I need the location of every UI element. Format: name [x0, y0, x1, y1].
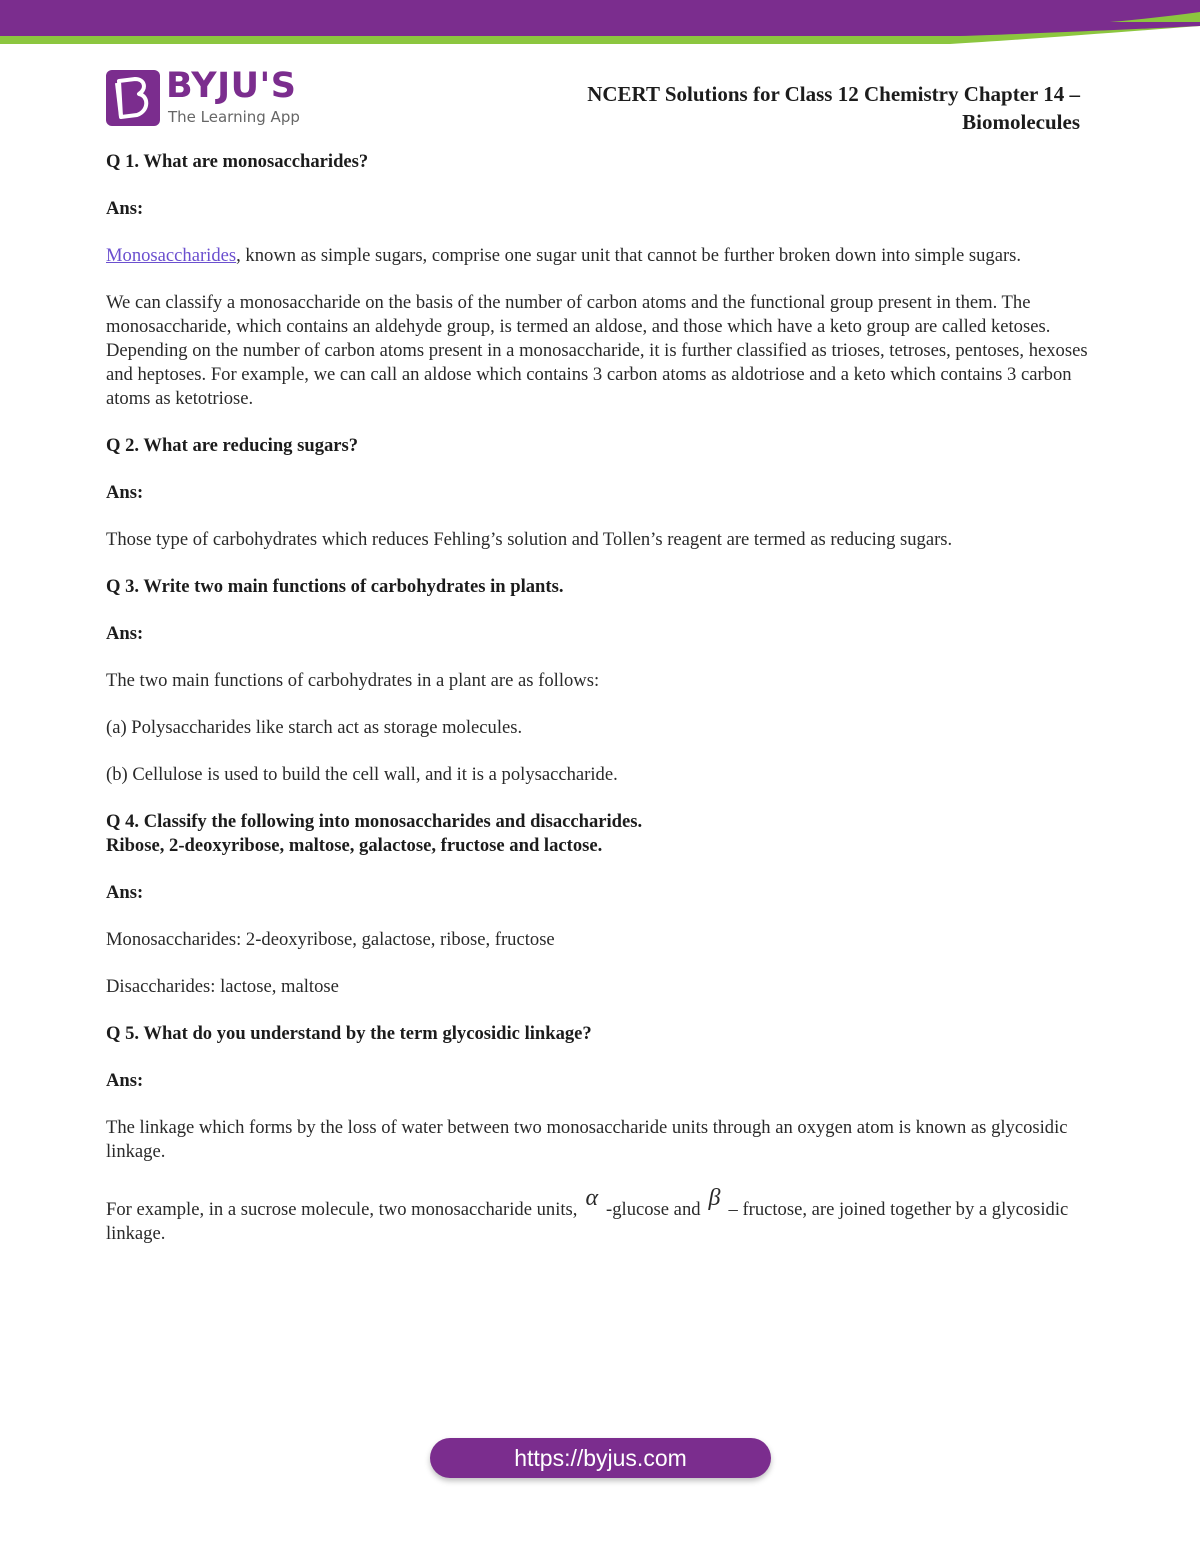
monosaccharides-link[interactable]: Monosaccharides — [106, 245, 237, 266]
question-4 — [106, 810, 1088, 858]
question-5: Q 5. What do you understand by the term glycosidic linkage? — [106, 1023, 592, 1044]
footer-website-button[interactable] — [430, 1438, 771, 1478]
answer-label-1: Ans: — [106, 198, 144, 219]
question-2: Q 2. What are reducing sugars? — [106, 435, 359, 456]
question-1: Q 1. What are monosaccharides? — [106, 151, 369, 172]
answer-3-item-a: (a) Polysaccharides like starch act as storage molecules. — [106, 717, 523, 738]
answer-4-disaccharides: Disaccharides: lactose, maltose — [106, 976, 339, 997]
question-3: Q 3. Write two main functions of carbohydrates in plants. — [106, 576, 564, 597]
answer-5-text-part-1: For example, in a sucrose molecule, two monosaccharide units, — [106, 1199, 578, 1220]
brand-name: BYJU'S — [166, 66, 297, 106]
document-title — [460, 80, 1080, 136]
answer-label-5: Ans: — [106, 1070, 144, 1091]
answer-5-paragraph-2 — [106, 1185, 1088, 1246]
document-title-line-2: Biomolecules — [962, 110, 1080, 134]
document-body — [106, 150, 1088, 1269]
footer-url: https://byjus.com — [514, 1444, 687, 1471]
question-4-line-1: Q 4. Classify the following into monosaccharides and disaccharides. — [106, 811, 643, 832]
answer-5-paragraph-1: The linkage which forms by the loss of water between two monosaccharide units through an oxygen atom is known as glycosidic linkage. — [106, 1117, 1068, 1162]
answer-5-text-part-2: -glucose and — [606, 1199, 701, 1220]
byjus-logo[interactable] — [106, 66, 316, 130]
answer-2-paragraph-1: Those type of carbohydrates which reduces Fehling’s solution and Tollen’s reagent are termed as reducing sugars. — [106, 529, 953, 550]
answer-1-paragraph-1 — [106, 244, 1088, 268]
answer-5-text-part-3: – fructose, are joined together by a glycosidic linkage. — [106, 1199, 1069, 1244]
answer-3-paragraph-1: The two main functions of carbohydrates in a plant are as follows: — [106, 670, 600, 691]
answer-1-paragraph-1-text: , known as simple sugars, comprise one sugar unit that cannot be further broken down into simple sugars. — [236, 245, 1022, 266]
question-4-line-2: Ribose, 2-deoxyribose, maltose, galactose, fructose and lactose. — [106, 835, 603, 856]
answer-1-paragraph-2: We can classify a monosaccharide on the basis of the number of carbon atoms and the functional group present in them. The monosaccharide, which contains an aldehyde group, is termed an aldose, and those which have a keto group are called ketoses. Depending on the number of carbon atoms present in a monosaccharide, it is further classified as trioses, tetroses, pentoses, hexoses and heptoses. For example, we can call an aldose which contains 3 carbon atoms as aldotriose and a keto which contains 3 carbon atoms as ketotriose. — [106, 292, 1088, 409]
byjus-b-logo-icon — [106, 70, 160, 126]
answer-4-monosaccharides: Monosaccharides: 2-deoxyribose, galactose, ribose, fructose — [106, 929, 555, 950]
answer-3-item-b: (b) Cellulose is used to build the cell wall, and it is a polysaccharide. — [106, 764, 618, 785]
answer-label-4: Ans: — [106, 882, 144, 903]
document-title-line-1: NCERT Solutions for Class 12 Chemistry Chapter 14 – — [587, 82, 1080, 106]
brand-tagline: The Learning App — [168, 108, 300, 126]
alpha-symbol: α — [585, 1185, 599, 1211]
answer-label-3: Ans: — [106, 623, 144, 644]
page-header — [0, 0, 1200, 150]
beta-symbol: β — [708, 1185, 721, 1211]
answer-label-2: Ans: — [106, 482, 144, 503]
